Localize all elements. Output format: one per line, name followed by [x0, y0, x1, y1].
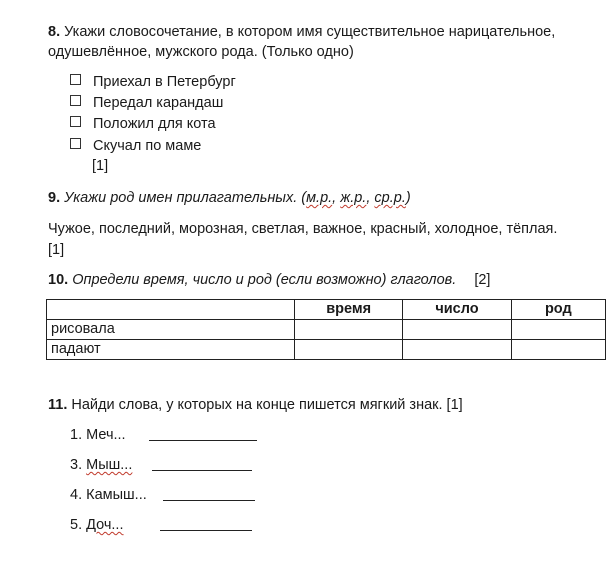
q9-score: [1] [48, 242, 65, 258]
q9-words: Чужое, последний, морозная, светлая, важное, красный, холодное, тёплая. [48, 221, 558, 237]
q11-answer-line-2[interactable] [152, 455, 252, 471]
q11-answer-line-4[interactable] [160, 515, 252, 531]
q10-score: [2] [474, 272, 491, 288]
q11-number: 11. [48, 397, 68, 413]
table-cell-answer[interactable] [294, 340, 402, 360]
q11-item-number: 4. [70, 487, 83, 503]
q8-option-2[interactable] [70, 93, 223, 113]
q11-item-number: 3. [70, 457, 83, 473]
q9-abbr-masculine: м.р. [306, 190, 333, 206]
q9-abbr-neuter: ср.р. [374, 190, 406, 206]
table-cell-answer[interactable] [511, 340, 605, 360]
table-header-gender: род [511, 300, 605, 320]
checkbox-icon[interactable] [70, 74, 81, 85]
q10-prompt: Определи время, число и род (если возможно) глаголов. [72, 272, 457, 288]
q11-answer-line-3[interactable] [163, 485, 255, 501]
checkbox-icon[interactable] [70, 138, 81, 149]
q11-item-word: Меч... [86, 427, 126, 443]
q9-prompt [48, 188, 411, 208]
table-row [47, 320, 606, 340]
q11-item-3 [70, 485, 147, 505]
q9-number: 9. [48, 190, 61, 206]
q10-prompt-line [48, 270, 490, 290]
table-cell-answer[interactable] [403, 320, 511, 340]
q11-item-number: 5. [70, 517, 83, 533]
q8-option-label: Приехал в Петербург [93, 74, 236, 90]
table-cell-answer[interactable] [403, 340, 511, 360]
q11-item-1 [70, 425, 126, 445]
q11-item-word: Мыш... [86, 457, 133, 473]
table-cell-verb: рисовала [47, 320, 295, 340]
q11-item-2 [70, 455, 132, 475]
q8-option-label: Скучал по маме [93, 138, 202, 154]
q8-number: 8. [48, 24, 61, 40]
table-cell-verb: падают [47, 340, 295, 360]
q9-separator: , [332, 190, 341, 206]
table-cell-answer[interactable] [511, 320, 605, 340]
q11-item-number: 1. [70, 427, 83, 443]
q10-number: 10. [48, 272, 69, 288]
checkbox-icon[interactable] [70, 95, 81, 106]
q9-separator: , [366, 190, 375, 206]
q9-prompt-text: Укажи род имен прилагательных. ( [64, 190, 307, 206]
table-row [47, 340, 606, 360]
q11-answer-line-1[interactable] [149, 425, 257, 441]
q8-line1 [48, 22, 555, 42]
q11-prompt: Найди слова, у которых на конце пишется мягкий знак. [1] [71, 397, 463, 413]
q11-prompt-line [48, 395, 463, 415]
table-header-row [47, 300, 606, 320]
q8-prompt-line1: Укажи словосочетание, в котором имя существительное нарицательное, [64, 24, 556, 40]
q8-option-4[interactable] [70, 136, 201, 156]
q9-abbr-feminine: ж.р. [340, 190, 367, 206]
q8-score: [1] [92, 158, 109, 174]
q8-option-label: Положил для кота [93, 116, 216, 132]
q8-option-label: Передал карандаш [93, 95, 224, 111]
table-header-tense: время [294, 300, 402, 320]
q11-item-word: Камыш... [86, 487, 147, 503]
q8-prompt-line2: одушевлённое, мужского рода. (Только одно) [48, 44, 354, 60]
table-header-blank [47, 300, 295, 320]
verb-table [46, 299, 606, 360]
q11-item-word: Доч... [86, 517, 124, 533]
table-header-number: число [403, 300, 511, 320]
table-cell-answer[interactable] [294, 320, 402, 340]
checkbox-icon[interactable] [70, 116, 81, 127]
q11-item-4 [70, 515, 124, 535]
q8-option-3[interactable] [70, 114, 216, 134]
q9-prompt-end: ) [405, 190, 411, 206]
q8-option-1[interactable] [70, 72, 236, 92]
